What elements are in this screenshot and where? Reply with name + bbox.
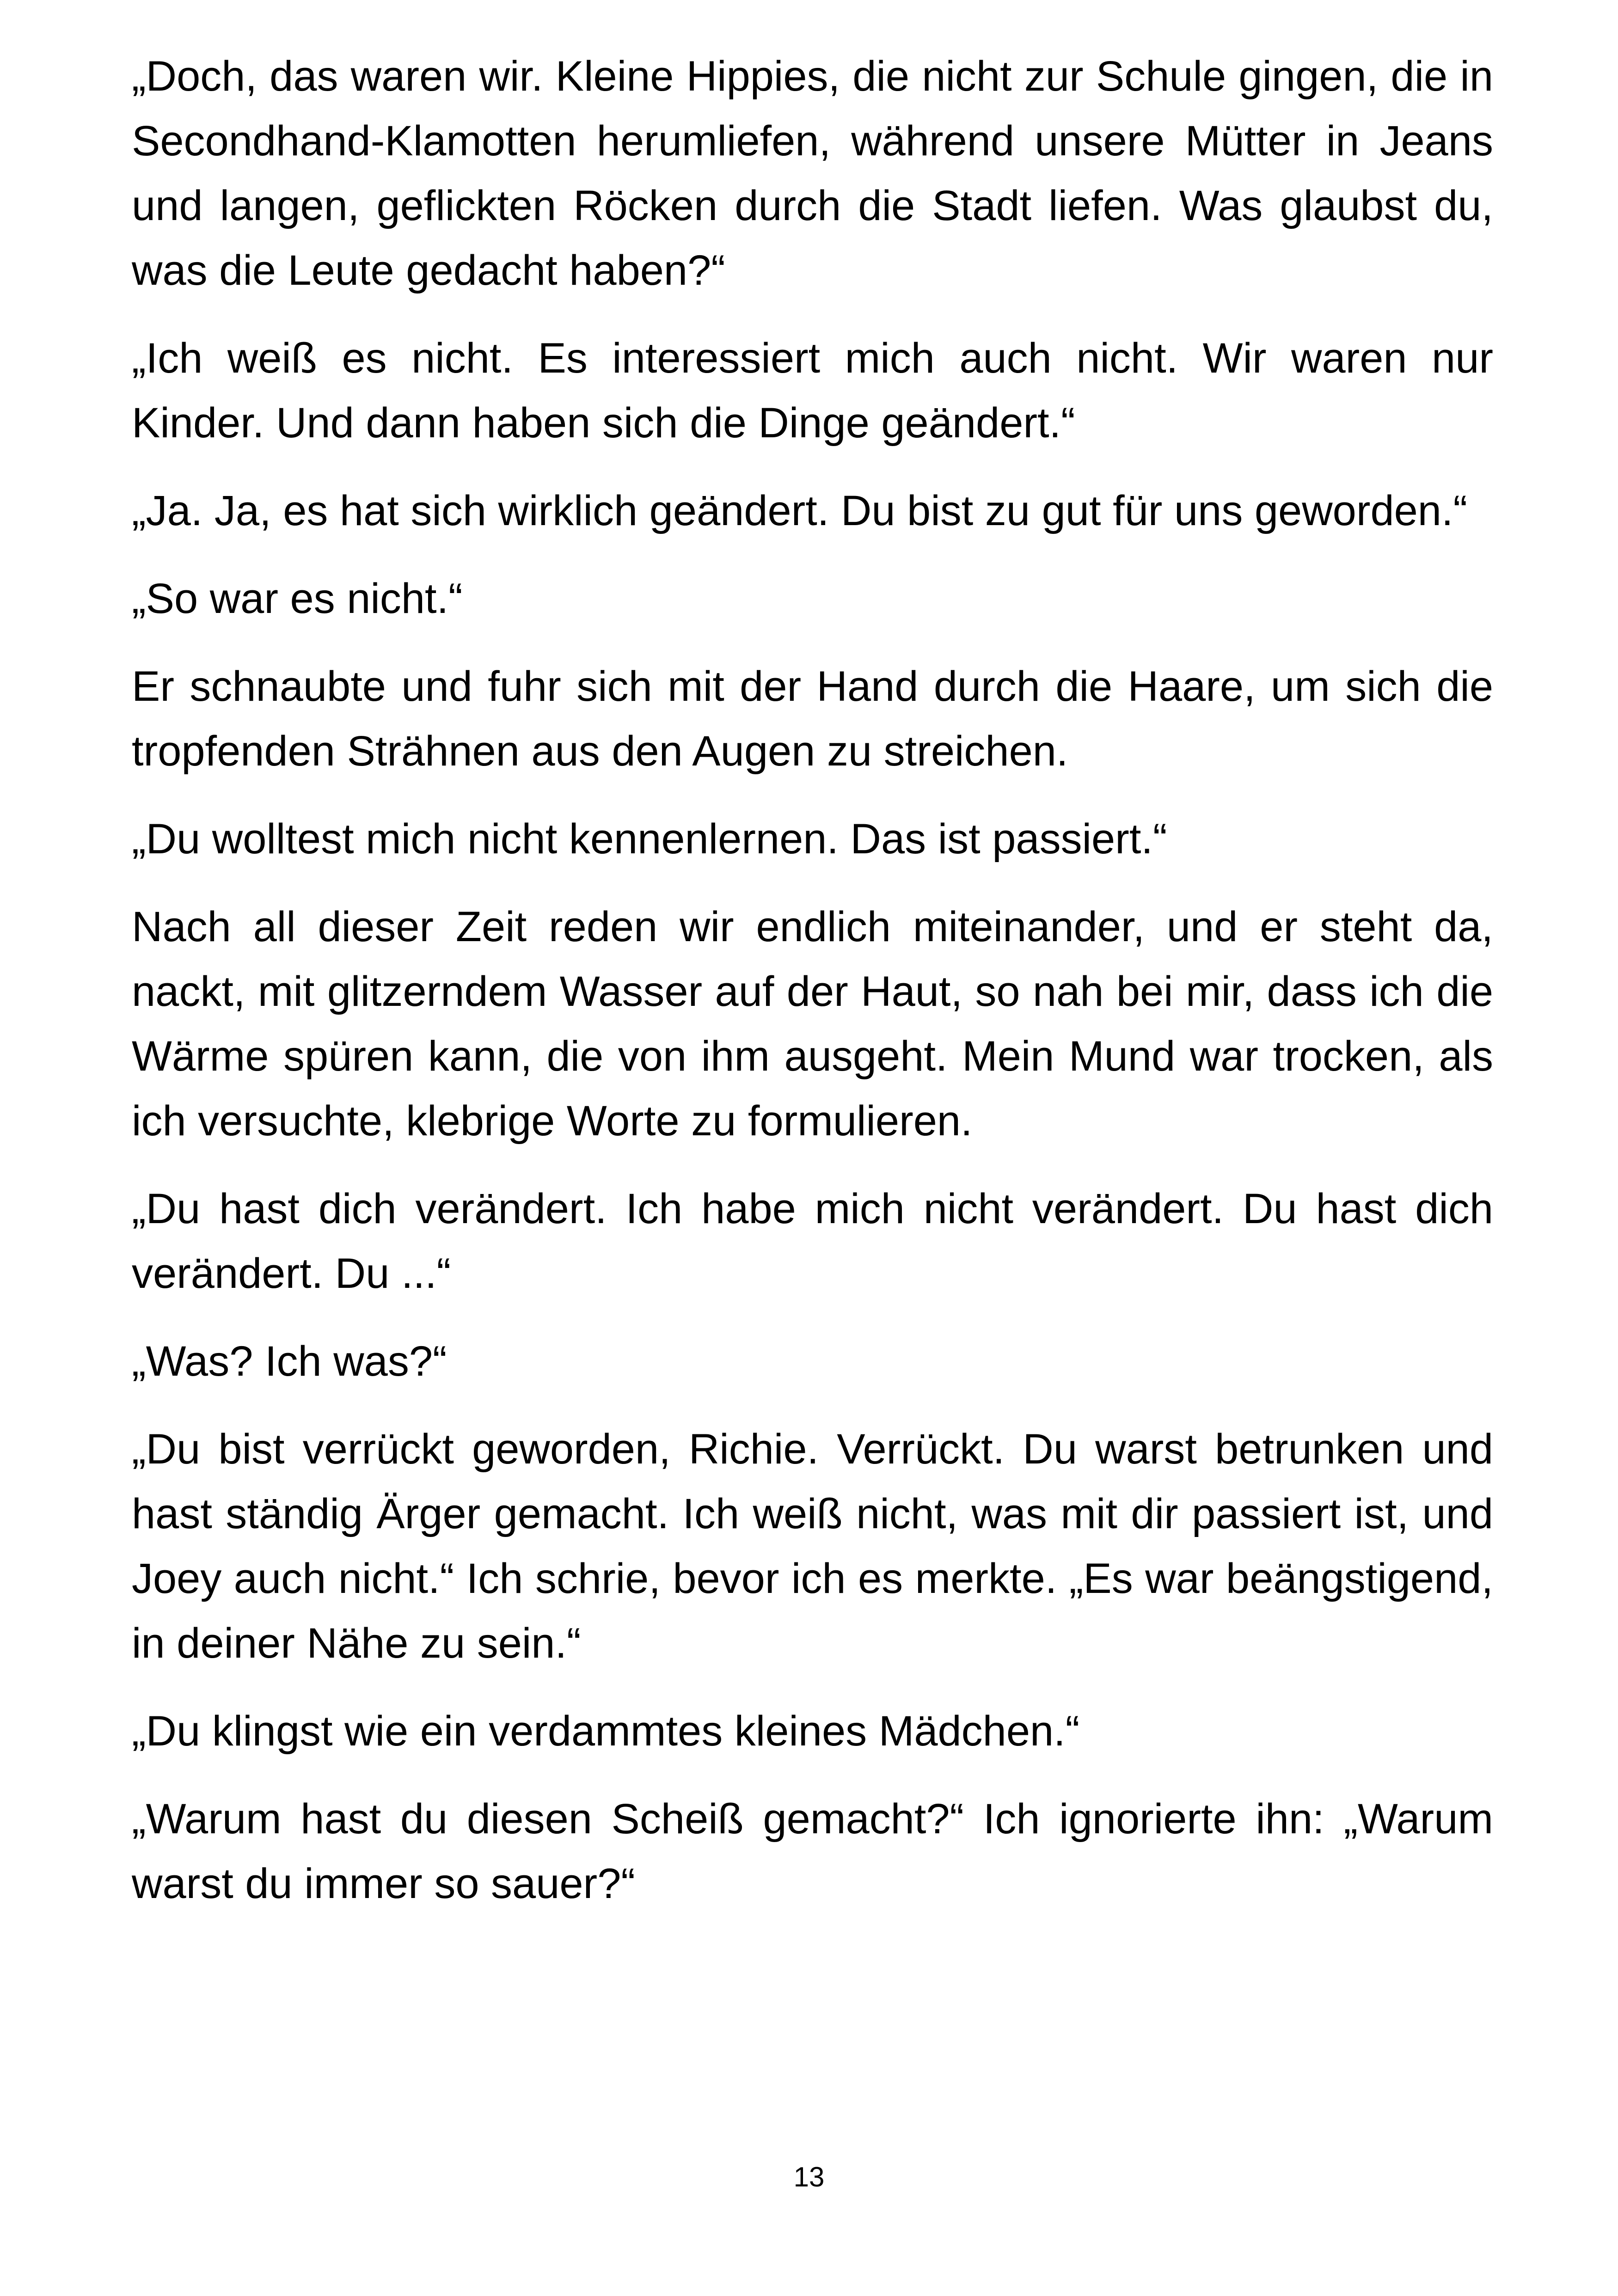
paragraph-8: „Du hast dich verändert. Ich habe mich nicht verändert. Du hast dich verändert. Du ...“ [132, 1185, 1493, 1297]
paragraph-12: „Warum hast du diesen Scheiß gemacht?“ Ich ignorierte ihn: „Warum warst du immer so sauer?“ [132, 1795, 1493, 1907]
page-number: 13 [793, 2161, 825, 2192]
paragraph-5: Er schnaubte und fuhr sich mit der Hand durch die Haare, um sich die tropfenden Strähnen aus den Augen zu streichen. [132, 663, 1493, 775]
paragraph-2: „Ich weiß es nicht. Es interessiert mich auch nicht. Wir waren nur Kinder. Und dann haben sich die Dinge geändert.“ [132, 335, 1493, 447]
paragraph-11: „Du klingst wie ein verdammtes kleines Mädchen.“ [132, 1708, 1080, 1755]
paragraph-7: Nach all dieser Zeit reden wir endlich miteinander, und er steht da, nackt, mit glitzerndem Wasser auf der Haut, so nah bei mir, dass ich die Wärme spüren kann, die von ihm ausgeht. Mein Mund war trocken, als ich versuchte, klebrige Worte zu formulieren. [132, 903, 1493, 1145]
paragraph-10: „Du bist verrückt geworden, Richie. Verrückt. Du warst betrunken und hast ständig Ärger gemacht. Ich weiß nicht, was mit dir passiert ist, und Joey auch nicht.“ Ich schrie, bevor ich es merkte. „Es war beängstigend, in deiner Nähe zu sein.“ [132, 1426, 1493, 1667]
body-text [132, 44, 1493, 1939]
paragraph-3: „Ja. Ja, es hat sich wirklich geändert. Du bist zu gut für uns geworden.“ [132, 487, 1468, 534]
paragraph-9: „Was? Ich was?“ [132, 1338, 447, 1385]
paragraph-1: „Doch, das waren wir. Kleine Hippies, die nicht zur Schule gingen, die in Secondhand-Klamotten herumliefen, während unsere Mütter in Jeans und langen, geflickten Röcken durch die Stadt liefen. Was glaubst du, was die Leute gedacht haben?“ [132, 53, 1493, 294]
paragraph-6: „Du wolltest mich nicht kennenlernen. Das ist passiert.“ [132, 815, 1167, 863]
paragraph-4: „So war es nicht.“ [132, 575, 463, 622]
